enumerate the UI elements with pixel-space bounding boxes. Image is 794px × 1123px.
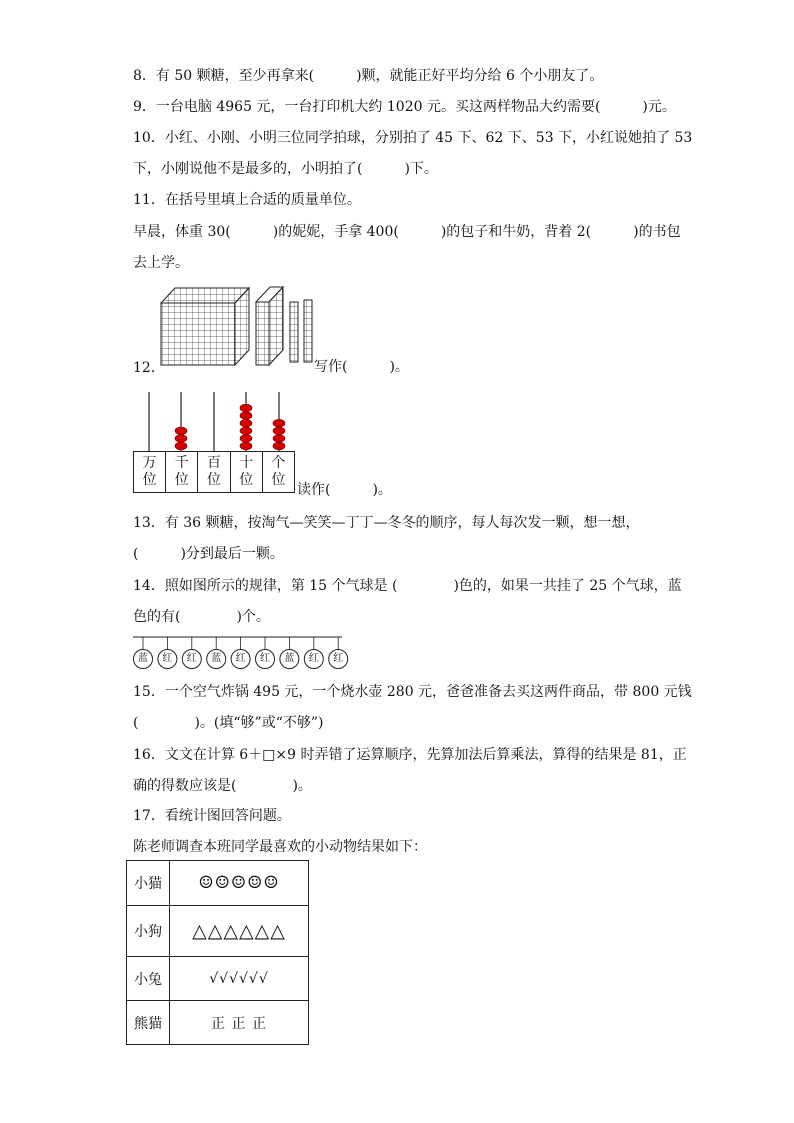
balloon-color-label: 红 — [260, 653, 270, 664]
question-12-read-as: 读作( )。 — [297, 482, 392, 498]
animal-cell: 小兔 — [127, 957, 170, 1001]
abacus-bead — [240, 404, 252, 412]
balloon-color-label: 蓝 — [211, 653, 222, 664]
tally-marks-cell: 正 正 正 — [170, 1001, 309, 1045]
question-14-line-1: 14．照如图所示的规律，第 15 个气球是 ( )色的，如果一共挂了 25 个气球，蓝 — [133, 578, 682, 594]
table-row — [127, 957, 309, 1001]
hundred-flat — [256, 287, 283, 365]
abacus-place-label — [231, 452, 263, 492]
question-15-line-1: 15．一个空气炸锅 495 元，一个烧水壶 280 元，爸爸准备去买这两件商品，带 800 元钱 — [133, 684, 692, 700]
abacus-place-label — [166, 452, 198, 492]
balloon-color-label: 蓝 — [138, 653, 148, 664]
table-row — [127, 906, 309, 957]
abacus-bead — [273, 435, 285, 443]
animal-cell: 熊猫 — [127, 1001, 170, 1045]
question-17-title: 17．看统计图回答问题。 — [133, 808, 291, 824]
favorite-animal-table — [126, 860, 309, 1045]
balloon-color-label: 红 — [162, 653, 173, 664]
abacus-beads — [175, 404, 285, 450]
question-12-number: 12． — [133, 360, 165, 376]
question-11-line-1: 早晨，体重 30( )的妮妮，手拿 400( )的包子和牛奶，背着 2( )的书包 — [133, 224, 681, 240]
abacus-place-label — [134, 452, 166, 492]
tally-marks-cell: √√√√√√ — [170, 957, 309, 1001]
balloon-color-label: 红 — [186, 653, 197, 664]
ten-rod-1 — [290, 302, 298, 362]
abacus-bead — [240, 435, 252, 443]
abacus-bead — [273, 427, 285, 435]
abacus-place-label — [263, 452, 294, 492]
question-13-line-2: ( )分到最后一颗。 — [133, 546, 284, 562]
abacus-place-value-box — [133, 451, 295, 493]
abacus-bead — [240, 427, 252, 435]
abacus-place-label-top: 万 — [142, 455, 157, 471]
abacus-place-label-top: 十 — [239, 455, 254, 471]
abacus-bead — [240, 412, 252, 420]
ten-rod-2 — [304, 300, 312, 362]
abacus-bead — [175, 442, 187, 450]
animal-cell: 小狗 — [127, 906, 170, 957]
question-11-line-2: 去上学。 — [133, 255, 189, 271]
thousand-cube — [161, 288, 249, 365]
tally-marks-cell: △△△△△△ — [170, 906, 309, 957]
abacus-bead — [273, 419, 285, 427]
abacus-rods — [149, 392, 279, 452]
question-14-line-2: 色的有( )个。 — [133, 609, 270, 625]
abacus-bead — [240, 442, 252, 450]
tally-marks-cell: ☺☺☺☺☺ — [170, 861, 309, 906]
abacus-place-label-bottom: 位 — [239, 472, 254, 488]
abacus-place-label-top: 百 — [207, 455, 221, 471]
abacus-bead — [273, 442, 285, 450]
abacus-bead — [175, 435, 187, 443]
question-10-line-1: 10．小红、小刚、小明三位同学拍球，分别拍了 45 下、62 下、53 下，小红说她拍了 53 — [133, 130, 693, 146]
table-row — [127, 861, 309, 906]
abacus-place-label-top: 千 — [174, 455, 189, 471]
balloon-color-label: 蓝 — [284, 653, 295, 664]
abacus-place-label-top: 个 — [271, 455, 286, 471]
question-8: 8．有 50 颗糖，至少再拿来( )颗，就能正好平均分给 6 个小朋友了。 — [133, 68, 604, 84]
question-13-line-1: 13．有 36 颗糖，按淘气—笑笑—丁丁—冬冬的顺序，每人每次发一颗，想一想， — [133, 515, 640, 531]
balloon-color-label: 红 — [333, 653, 344, 664]
question-11-title: 11．在括号里填上合适的质量单位。 — [133, 192, 361, 208]
question-9: 9．一台电脑 4965 元，一台打印机大约 1020 元。买这两样物品大约需要( )元。 — [133, 99, 676, 115]
question-16-line-1: 16．文文在计算 6＋□×9 时弄错了运算顺序，先算加法后算乘法，算得的结果是 81，正 — [133, 747, 687, 763]
abacus-bead — [175, 427, 187, 435]
question-16-line-2: 确的得数应该是( )。 — [133, 778, 312, 794]
balloon-color-label: 红 — [308, 653, 319, 664]
abacus-bead — [240, 419, 252, 427]
abacus-place-label-bottom: 位 — [207, 472, 221, 488]
animal-cell: 小猫 — [127, 861, 170, 906]
question-10-line-2: 下，小刚说他不是最多的，小明拍了( )下。 — [133, 161, 438, 177]
question-17-intro: 陈老师调查本班同学最喜欢的小动物结果如下： — [133, 839, 427, 855]
question-15-line-2: ( )。(填“够”或“不够”) — [133, 715, 324, 731]
abacus-place-label-bottom: 位 — [174, 472, 189, 488]
abacus-place-label — [198, 452, 230, 492]
abacus-place-label-bottom: 位 — [271, 472, 286, 488]
balloon-color-label: 红 — [235, 653, 246, 664]
abacus-place-label-bottom: 位 — [142, 472, 157, 488]
question-12-write-as: 写作( )。 — [314, 359, 409, 375]
table-row — [127, 1001, 309, 1045]
